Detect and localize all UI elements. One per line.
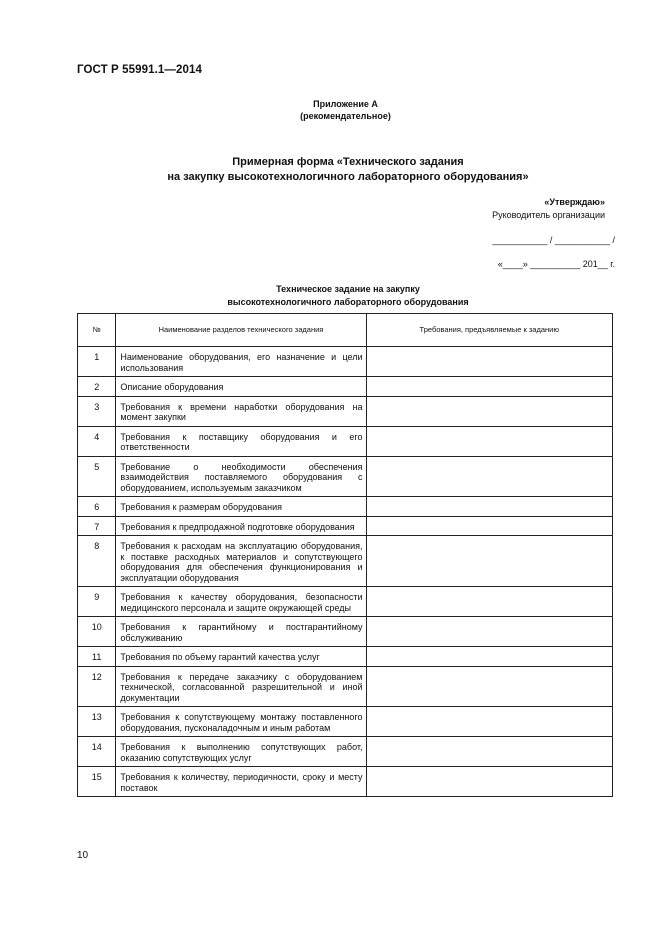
signature-line: ___________ / ___________ / [492,235,615,245]
table-body [78,347,613,797]
spec-title [0,283,661,309]
table-row [78,767,613,797]
header-name: Наименование разделов технического задания [116,314,366,347]
row-name: Требование о необходимости обеспечения взаимодействия поставляемого оборудования с оборудованием, используемым заказчиком [116,456,366,497]
row-number: 14 [78,737,116,767]
annex-note: (рекомендательное) [300,111,391,121]
row-requirements-cell[interactable] [366,666,613,707]
row-requirements-cell[interactable] [366,426,613,456]
row-requirements-cell[interactable] [366,767,613,797]
row-number: 11 [78,647,116,667]
row-name: Требования к качеству оборудования, безопасности медицинского персонала и защите окружающей среды [116,587,366,617]
annex-heading [0,98,661,122]
row-requirements-cell[interactable] [366,536,613,587]
form-title [0,155,661,185]
row-name: Описание оборудования [116,377,366,397]
row-number: 12 [78,666,116,707]
table-row [78,617,613,647]
row-requirements-cell[interactable] [366,516,613,536]
header-requirements: Требования, предъявляемые к заданию [366,314,613,347]
row-number: 15 [78,767,116,797]
table-row [78,426,613,456]
row-name: Наименование оборудования, его назначение и цели использования [116,347,366,377]
approve-role: Руководитель организации [492,210,605,220]
row-number: 7 [78,516,116,536]
table-row [78,587,613,617]
row-number: 10 [78,617,116,647]
row-name: Требования по объему гарантий качества услуг [116,647,366,667]
table-row [78,347,613,377]
row-number: 13 [78,707,116,737]
form-title-line1: Примерная форма «Технического задания [232,156,464,168]
table-row [78,647,613,667]
row-name: Требования к предпродажной подготовке оборудования [116,516,366,536]
table-header-row [78,314,613,347]
row-requirements-cell[interactable] [366,647,613,667]
row-number: 5 [78,456,116,497]
row-number: 9 [78,587,116,617]
row-requirements-cell[interactable] [366,396,613,426]
table-row [78,456,613,497]
row-number: 6 [78,497,116,517]
row-number: 1 [78,347,116,377]
row-requirements-cell[interactable] [366,587,613,617]
row-name: Требования к передаче заказчику с оборудованием технической, согласованной разрешительной и иной документации [116,666,366,707]
row-number: 3 [78,396,116,426]
row-requirements-cell[interactable] [366,617,613,647]
requirements-table [77,313,613,797]
row-requirements-cell[interactable] [366,497,613,517]
table-row [78,707,613,737]
table-row [78,377,613,397]
annex-label: Приложение А [313,99,378,109]
row-name: Требования к сопутствующему монтажу поставленного оборудования, пусконаладочным и иным работам [116,707,366,737]
row-number: 4 [78,426,116,456]
row-name: Требования к размерам оборудования [116,497,366,517]
row-name: Требования к времени наработки оборудования на момент закупки [116,396,366,426]
row-number: 2 [78,377,116,397]
date-line: «____» __________ 201__ г. [497,259,615,269]
approval-block [405,196,605,222]
form-title-line2: на закупку высокотехнологичного лабораторного оборудования» [167,171,529,183]
row-number: 8 [78,536,116,587]
table-row [78,666,613,707]
row-name: Требования к гарантийному и постгарантийному обслуживанию [116,617,366,647]
page-number: 10 [77,850,89,861]
row-requirements-cell[interactable] [366,347,613,377]
header-no: № [78,314,116,347]
standard-number: ГОСТ Р 55991.1—2014 [77,64,202,76]
row-requirements-cell[interactable] [366,707,613,737]
row-requirements-cell[interactable] [366,377,613,397]
row-name: Требования к поставщику оборудования и его ответственности [116,426,366,456]
table-row [78,516,613,536]
table-row [78,737,613,767]
row-name: Требования к количеству, периодичности, сроку и месту поставок [116,767,366,797]
spec-title-line1: Техническое задание на закупку [276,284,420,294]
approve-label: «Утверждаю» [544,197,605,207]
row-name: Требования к выполнению сопутствующих работ, оказанию сопутствующих услуг [116,737,366,767]
table-row [78,396,613,426]
spec-title-line2: высокотехнологичного лабораторного оборудования [227,297,469,307]
row-name: Требования к расходам на эксплуатацию оборудования, к поставке расходных материалов и сопутствующего оборудования для обеспечения функционирования и эксплуатации оборудования [116,536,366,587]
table-row [78,536,613,587]
row-requirements-cell[interactable] [366,737,613,767]
row-requirements-cell[interactable] [366,456,613,497]
table-row [78,497,613,517]
